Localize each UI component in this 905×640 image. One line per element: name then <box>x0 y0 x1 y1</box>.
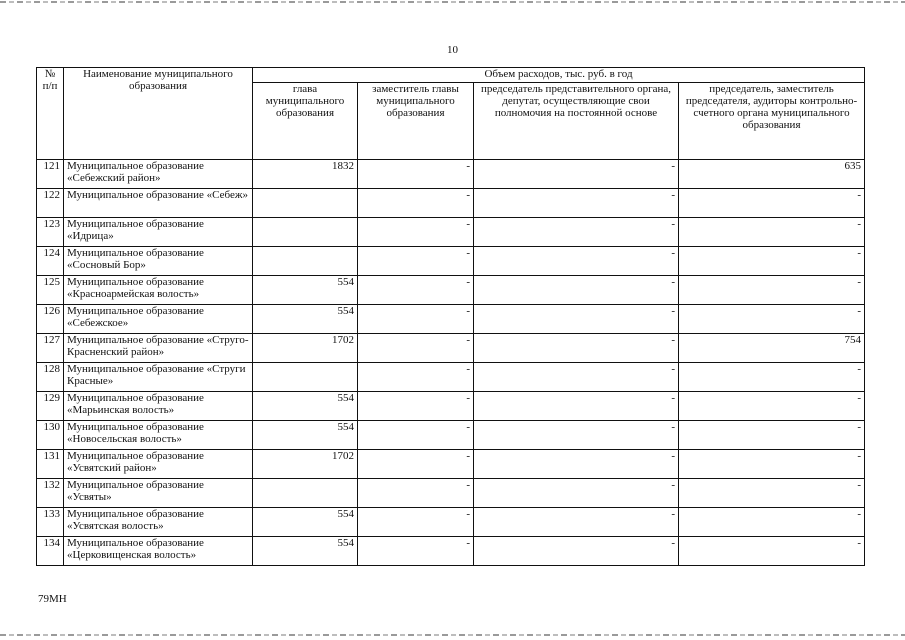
row-deputy-expense: - <box>358 218 474 247</box>
row-name: Муниципальное образование «Себеж» <box>64 189 253 218</box>
row-name: Муниципальное образование «Струго-Красненский район» <box>64 334 253 363</box>
table-row <box>37 363 865 392</box>
row-number: 127 <box>37 334 64 363</box>
table-row <box>37 160 865 189</box>
row-council-expense: - <box>474 479 679 508</box>
row-council-expense: - <box>474 247 679 276</box>
table-row <box>37 421 865 450</box>
row-name: Муниципальное образование «Красноармейская волость» <box>64 276 253 305</box>
row-council-expense: - <box>474 421 679 450</box>
table-row <box>37 305 865 334</box>
row-name: Муниципальное образование «Усвятский район» <box>64 450 253 479</box>
row-deputy-expense: - <box>358 334 474 363</box>
row-number: 130 <box>37 421 64 450</box>
row-council-expense: - <box>474 392 679 421</box>
row-audit-expense: - <box>679 276 865 305</box>
table-row <box>37 537 865 566</box>
row-deputy-expense: - <box>358 305 474 334</box>
row-council-expense: - <box>474 189 679 218</box>
row-council-expense: - <box>474 508 679 537</box>
row-deputy-expense: - <box>358 276 474 305</box>
scan-edge-top <box>0 1 905 3</box>
row-name: Муниципальное образование «Усвяты» <box>64 479 253 508</box>
row-council-expense: - <box>474 363 679 392</box>
row-number: 133 <box>37 508 64 537</box>
row-number: 123 <box>37 218 64 247</box>
row-council-expense: - <box>474 276 679 305</box>
row-name: Муниципальное образование «Усвятская волость» <box>64 508 253 537</box>
row-council-expense: - <box>474 334 679 363</box>
row-deputy-expense: - <box>358 421 474 450</box>
row-audit-expense: - <box>679 363 865 392</box>
row-audit-expense: - <box>679 218 865 247</box>
row-number: 132 <box>37 479 64 508</box>
row-deputy-expense: - <box>358 189 474 218</box>
row-audit-expense: - <box>679 305 865 334</box>
expenses-table <box>36 67 865 566</box>
row-name: Муниципальное образование «Себежский район» <box>64 160 253 189</box>
row-deputy-expense: - <box>358 479 474 508</box>
row-council-expense: - <box>474 218 679 247</box>
row-council-expense: - <box>474 537 679 566</box>
row-name: Муниципальное образование «Новосельская волость» <box>64 421 253 450</box>
row-head-expense <box>253 247 358 276</box>
table-body <box>37 160 865 566</box>
row-council-expense: - <box>474 450 679 479</box>
table-row <box>37 247 865 276</box>
row-head-expense: 554 <box>253 305 358 334</box>
footer-code: 79МН <box>38 593 67 605</box>
row-number: 129 <box>37 392 64 421</box>
row-deputy-expense: - <box>358 160 474 189</box>
row-name: Муниципальное образование «Сосновый Бор» <box>64 247 253 276</box>
table-row <box>37 334 865 363</box>
row-number: 134 <box>37 537 64 566</box>
row-head-expense: 554 <box>253 276 358 305</box>
row-head-expense: 554 <box>253 392 358 421</box>
table-row <box>37 392 865 421</box>
row-head-expense <box>253 479 358 508</box>
row-audit-expense: - <box>679 247 865 276</box>
row-head-expense: 554 <box>253 537 358 566</box>
row-head-expense: 554 <box>253 508 358 537</box>
row-name: Муниципальное образование «Идрица» <box>64 218 253 247</box>
table-row <box>37 450 865 479</box>
row-number: 128 <box>37 363 64 392</box>
table-row <box>37 479 865 508</box>
row-deputy-expense: - <box>358 392 474 421</box>
row-number: 126 <box>37 305 64 334</box>
row-audit-expense: - <box>679 421 865 450</box>
subheader-audit-chair: председатель, заместитель председателя, аудиторы контрольно-счетного органа муниципального образования <box>679 83 865 160</box>
subheader-head: глава муниципального образования <box>253 83 358 160</box>
header-num: № п/п <box>37 68 64 160</box>
subheader-deputy-head: заместитель главы муниципального образования <box>358 83 474 160</box>
row-audit-expense: - <box>679 450 865 479</box>
table-header-row <box>37 68 865 83</box>
table-row <box>37 218 865 247</box>
row-name: Муниципальное образование «Струги Красные» <box>64 363 253 392</box>
row-number: 122 <box>37 189 64 218</box>
row-number: 131 <box>37 450 64 479</box>
row-audit-expense: - <box>679 537 865 566</box>
row-deputy-expense: - <box>358 247 474 276</box>
row-head-expense <box>253 218 358 247</box>
row-head-expense: 1702 <box>253 450 358 479</box>
row-deputy-expense: - <box>358 508 474 537</box>
row-number: 125 <box>37 276 64 305</box>
row-deputy-expense: - <box>358 363 474 392</box>
row-audit-expense: - <box>679 392 865 421</box>
header-name: Наименование муниципального образования <box>64 68 253 160</box>
row-council-expense: - <box>474 305 679 334</box>
row-number: 124 <box>37 247 64 276</box>
row-head-expense: 554 <box>253 421 358 450</box>
header-expenses: Объем расходов, тыс. руб. в год <box>253 68 865 83</box>
row-deputy-expense: - <box>358 450 474 479</box>
table-row <box>37 189 865 218</box>
page-number: 10 <box>447 44 458 56</box>
scan-edge-bottom <box>0 634 905 636</box>
table-row <box>37 508 865 537</box>
row-name: Муниципальное образование «Церковищенская волость» <box>64 537 253 566</box>
row-audit-expense: - <box>679 189 865 218</box>
subheader-council-chair: председатель представительного органа, депутат, осуществляющие свои полномочия на постоянной основе <box>474 83 679 160</box>
table-row <box>37 276 865 305</box>
row-audit-expense: 635 <box>679 160 865 189</box>
row-head-expense <box>253 363 358 392</box>
row-name: Муниципальное образование «Марьинская волость» <box>64 392 253 421</box>
row-audit-expense: 754 <box>679 334 865 363</box>
row-head-expense: 1832 <box>253 160 358 189</box>
row-head-expense: 1702 <box>253 334 358 363</box>
row-council-expense: - <box>474 160 679 189</box>
row-deputy-expense: - <box>358 537 474 566</box>
row-audit-expense: - <box>679 508 865 537</box>
row-name: Муниципальное образование «Себежское» <box>64 305 253 334</box>
row-number: 121 <box>37 160 64 189</box>
row-audit-expense: - <box>679 479 865 508</box>
row-head-expense <box>253 189 358 218</box>
